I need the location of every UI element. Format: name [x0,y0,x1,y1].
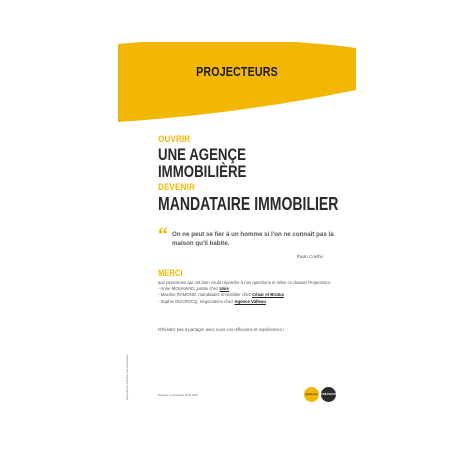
partner-logo-text: CRÉATEUR [320,392,337,397]
org-link[interactable]: Agence Valleau [234,298,266,304]
thanks-heading: MERCI [158,268,183,278]
series-title: PROJECTEURS [196,64,278,79]
thanks-person: - Maxime RAMOND, mandataire immobilier chez César et Brutus [158,292,285,298]
headline-kicker-become: DEVENIR [158,182,196,193]
vertical-note: Reproduction interdite sans autorisation [126,354,129,400]
headline-kicker-open: OUVRIR [158,134,191,145]
headline-line-agency: UNE AGENÇE [158,145,246,164]
thanks-person: - Sophie DUCROCQ, négociatrice chez Agence Valleau [158,298,266,304]
headline-line-agent: MANDATAIRE IMMOBILIER [158,194,339,214]
closing-note: N'hésitez pas à partager avec nous vos réflexions et expériences ! [158,327,285,332]
thanks-intro: aux personnes qui ont bien voulu répondre à nos questions et relire ce dossier Projecteurs : [158,280,333,285]
footnote: Révisée & actualisée MAR 2025 [158,393,199,397]
banner-shape [118,42,356,122]
quote-mark-icon: “ [158,224,168,246]
publisher-logo-text: aptiosoo [305,392,318,397]
quote-text: On ne peut se fier à un homme si l'on ne connaît pas la maison qu'il habite. [172,231,334,247]
quote-author: Paulo Coelho [296,254,323,259]
thanks-person: - Anne MOUAWAD, juriste chez Unis [158,286,229,292]
partner-logo [321,387,336,402]
org-link[interactable]: Unis [219,286,229,292]
thanks-block [158,280,333,305]
document-page [118,0,356,474]
org-link[interactable]: César et Brutus [252,292,285,298]
headline-line-real-estate: IMMOBILIÈRE [158,162,247,181]
publisher-logo [304,387,319,402]
